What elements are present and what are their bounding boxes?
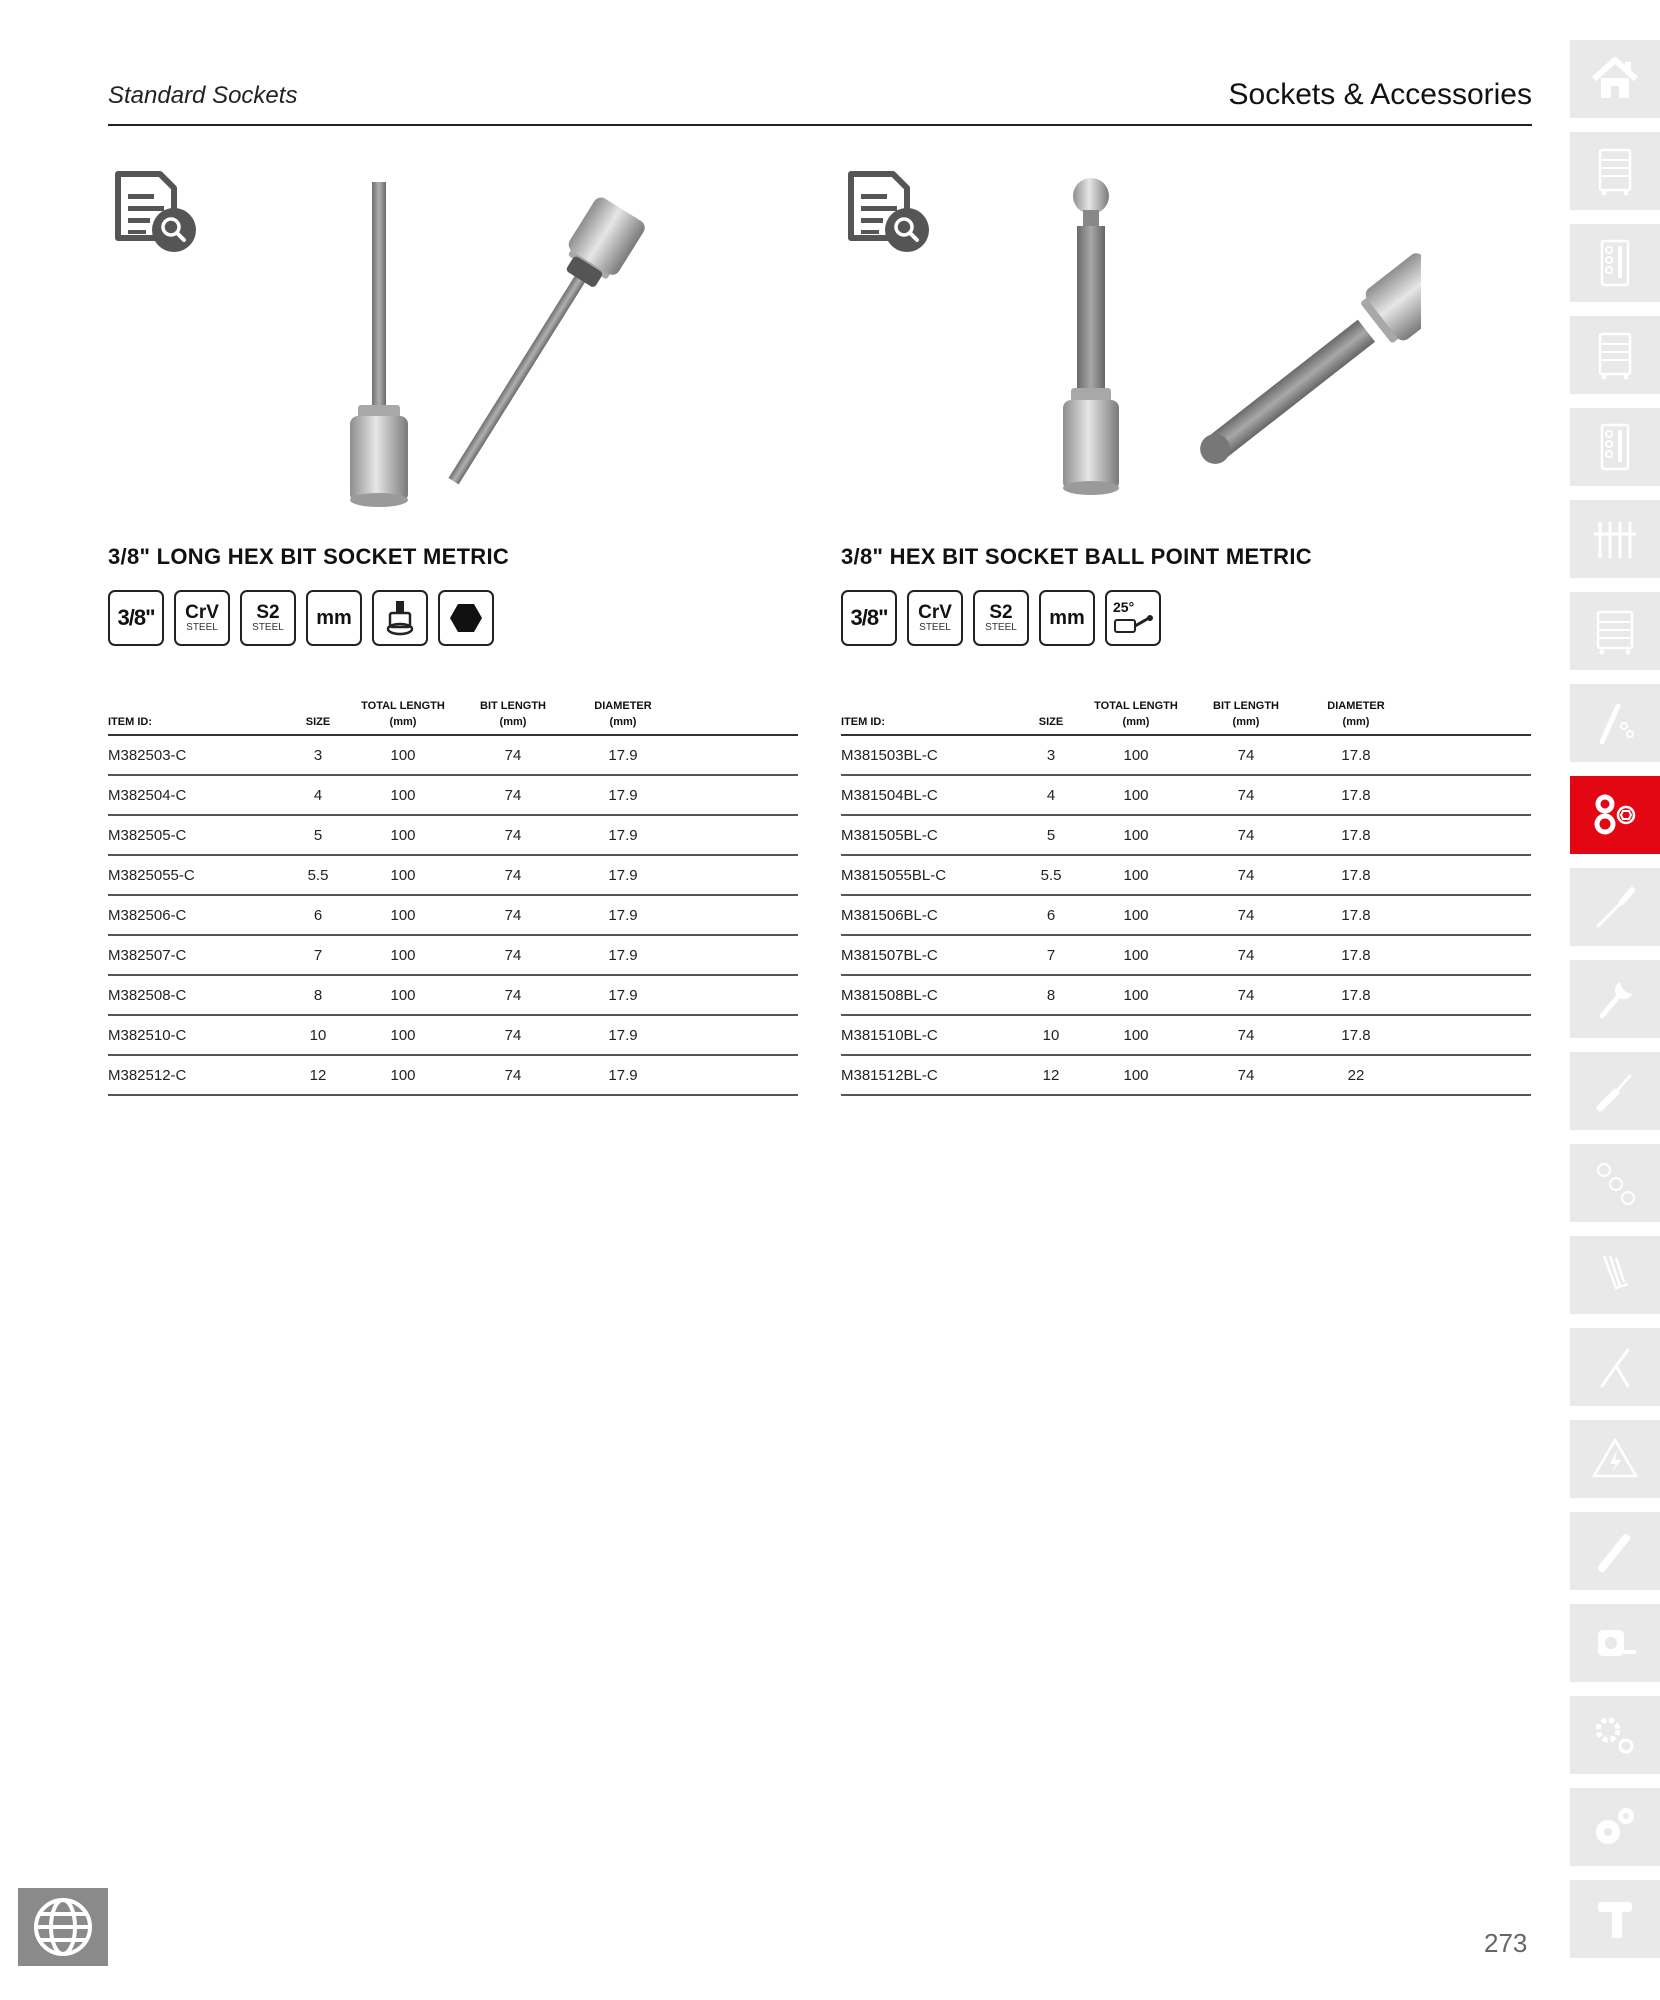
diameter-cell: 22	[1301, 1055, 1411, 1095]
table-row	[841, 895, 1531, 935]
table-row	[841, 775, 1531, 815]
spacer-cell	[1411, 1055, 1531, 1095]
item-id-cell: M382510-C	[108, 1015, 288, 1055]
nav-item-tool-tray[interactable]	[1570, 224, 1660, 302]
col-total-length: TOTAL LENGTH (mm)	[348, 692, 458, 735]
table-row	[841, 855, 1531, 895]
badge-sub-text: STEEL	[985, 621, 1017, 633]
ball-point-angle-badge	[1105, 590, 1161, 646]
table-row	[108, 1055, 798, 1095]
table-row	[108, 855, 798, 895]
total-length-cell: 100	[348, 775, 458, 815]
col-diameter: DIAMETER (mm)	[1301, 692, 1411, 735]
size-cell: 4	[1021, 775, 1081, 815]
col-diameter: DIAMETER (mm)	[568, 692, 678, 735]
spacer-cell	[678, 855, 798, 895]
website-button[interactable]	[18, 1888, 108, 1966]
diameter-cell: 17.9	[568, 935, 678, 975]
col-size: SIZE	[288, 692, 348, 735]
nav-item-wrench[interactable]	[1570, 960, 1660, 1038]
total-length-cell: 100	[1081, 975, 1191, 1015]
diameter-cell: 17.8	[1301, 1015, 1411, 1055]
item-id-cell: M381512BL-C	[841, 1055, 1021, 1095]
total-length-cell: 100	[348, 1015, 458, 1055]
total-length-cell: 100	[348, 735, 458, 775]
nav-item-sockets[interactable]	[1570, 776, 1660, 854]
spec-table	[108, 692, 798, 1096]
table-header-row	[108, 692, 798, 735]
size-cell: 12	[288, 1055, 348, 1095]
size-cell: 10	[288, 1015, 348, 1055]
bit-length-cell: 74	[458, 895, 568, 935]
metric-unit-badge	[306, 590, 362, 646]
bit-length-cell: 74	[1191, 775, 1301, 815]
nav-item-drill[interactable]	[1570, 1880, 1660, 1958]
badge-sub-text: STEEL	[252, 621, 284, 633]
table-row	[841, 815, 1531, 855]
item-id-cell: M381505BL-C	[841, 815, 1021, 855]
item-id-cell: M3815055BL-C	[841, 855, 1021, 895]
col-bit-length: BIT LENGTH (mm)	[458, 692, 568, 735]
table-row	[841, 1015, 1531, 1055]
nav-item-home[interactable]	[1570, 40, 1660, 118]
angle-text: 25°	[1113, 599, 1135, 615]
total-length-cell: 100	[348, 935, 458, 975]
bit-length-cell: 74	[458, 975, 568, 1015]
item-id-cell: M381508BL-C	[841, 975, 1021, 1015]
size-cell: 10	[1021, 1015, 1081, 1055]
table-row	[108, 1015, 798, 1055]
bit-length-cell: 74	[1191, 815, 1301, 855]
diameter-cell: 17.8	[1301, 735, 1411, 775]
nav-item-ratchet[interactable]	[1570, 684, 1660, 762]
diameter-cell: 17.9	[568, 775, 678, 815]
size-cell: 3	[1021, 735, 1081, 775]
pliers-icon	[1588, 1340, 1642, 1394]
nav-item-tool-tray[interactable]	[1570, 408, 1660, 486]
spacer-cell	[678, 1015, 798, 1055]
size-cell: 6	[288, 895, 348, 935]
ball-point-angle-icon	[1113, 614, 1153, 636]
hexagon-icon	[448, 600, 484, 636]
spacer-cell	[678, 975, 798, 1015]
size-cell: 5.5	[1021, 855, 1081, 895]
bit-length-cell: 74	[458, 935, 568, 975]
bit-socket-icon	[382, 598, 418, 638]
total-length-cell: 100	[1081, 775, 1191, 815]
item-id-cell: M382507-C	[108, 935, 288, 975]
bit-length-cell: 74	[1191, 735, 1301, 775]
page-header	[108, 72, 1532, 126]
spacer-cell	[678, 895, 798, 935]
tool-tray-icon	[1588, 420, 1642, 474]
badge-main-text: CrV	[918, 601, 952, 623]
diameter-cell: 17.9	[568, 1055, 678, 1095]
sockets-icon	[1588, 788, 1642, 842]
product-image	[1021, 160, 1421, 520]
bit-length-cell: 74	[458, 775, 568, 815]
item-id-cell: M382504-C	[108, 775, 288, 815]
total-length-cell: 100	[1081, 735, 1191, 775]
tape-measure-icon	[1588, 1616, 1642, 1670]
total-length-cell: 100	[348, 1055, 458, 1095]
item-id-cell: M381503BL-C	[841, 735, 1021, 775]
bit-length-cell: 74	[458, 1055, 568, 1095]
crv-steel-badge	[907, 590, 963, 646]
spacer-cell	[1411, 855, 1531, 895]
table-row	[108, 895, 798, 935]
badge-main-text: S2	[989, 601, 1013, 623]
diameter-cell: 17.9	[568, 895, 678, 935]
item-id-cell: M382505-C	[108, 815, 288, 855]
diameter-cell: 17.9	[568, 815, 678, 855]
size-cell: 3	[288, 735, 348, 775]
globe-icon	[30, 1894, 96, 1960]
table-row	[108, 935, 798, 975]
nav-item-screwdriver[interactable]	[1570, 1052, 1660, 1130]
total-length-cell: 100	[348, 975, 458, 1015]
screwdriver-icon	[1588, 1064, 1642, 1118]
section-title: Standard Sockets	[108, 82, 298, 109]
size-cell: 7	[1021, 935, 1081, 975]
hexagon-badge	[438, 590, 494, 646]
bit-length-cell: 74	[1191, 1055, 1301, 1095]
table-row	[108, 775, 798, 815]
bit-length-cell: 74	[458, 815, 568, 855]
spacer-cell	[678, 775, 798, 815]
badge-main-text: S2	[256, 601, 280, 623]
diameter-cell: 17.8	[1301, 775, 1411, 815]
item-id-cell: M381510BL-C	[841, 1015, 1021, 1055]
bit-length-cell: 74	[458, 1015, 568, 1055]
table-row	[841, 975, 1531, 1015]
hex-keys-icon	[1588, 1248, 1642, 1302]
product-title: 3/8" HEX BIT SOCKET BALL POINT METRIC	[841, 544, 1312, 569]
size-cell: 5.5	[288, 855, 348, 895]
bit-socket-badge	[372, 590, 428, 646]
document-search-icon[interactable]	[108, 166, 200, 258]
tool-set-icon	[1588, 512, 1642, 566]
badge-main-text: CrV	[185, 601, 219, 623]
total-length-cell: 100	[1081, 855, 1191, 895]
item-id-cell: M381504BL-C	[841, 775, 1021, 815]
total-length-cell: 100	[1081, 1055, 1191, 1095]
col-spacer	[678, 692, 798, 735]
home-icon	[1588, 52, 1642, 106]
size-cell: 5	[1021, 815, 1081, 855]
total-length-cell: 100	[348, 855, 458, 895]
item-id-cell: M381506BL-C	[841, 895, 1021, 935]
crv-steel-badge	[174, 590, 230, 646]
spacer-cell	[678, 1055, 798, 1095]
nav-item-tool-set[interactable]	[1570, 500, 1660, 578]
bit-length-cell: 74	[1191, 855, 1301, 895]
table-row	[841, 935, 1531, 975]
drive-size-badge	[841, 590, 897, 646]
badge-main-text: mm	[1049, 606, 1085, 629]
table-row	[108, 735, 798, 775]
nav-item-screwdriver[interactable]	[1570, 868, 1660, 946]
size-cell: 5	[288, 815, 348, 855]
spacer-cell	[678, 735, 798, 775]
product-title: 3/8" LONG HEX BIT SOCKET METRIC	[108, 544, 510, 569]
table-row	[108, 975, 798, 1015]
nav-item-cutter[interactable]	[1570, 1512, 1660, 1590]
badge-sub-text: STEEL	[919, 621, 951, 633]
item-id-cell: M382506-C	[108, 895, 288, 935]
feature-badges	[841, 590, 1171, 650]
feature-badges	[108, 590, 504, 650]
bit-length-cell: 74	[1191, 975, 1301, 1015]
wrench-icon	[1588, 972, 1642, 1026]
col-size: SIZE	[1021, 692, 1081, 735]
nav-item-bits[interactable]	[1570, 1144, 1660, 1222]
spacer-cell	[1411, 775, 1531, 815]
product-image	[288, 160, 688, 520]
diameter-cell: 17.9	[568, 975, 678, 1015]
total-length-cell: 100	[1081, 935, 1191, 975]
size-cell: 7	[288, 935, 348, 975]
spacer-cell	[1411, 815, 1531, 855]
nav-item-tape-measure[interactable]	[1570, 1604, 1660, 1682]
diameter-cell: 17.8	[1301, 855, 1411, 895]
diameter-cell: 17.9	[568, 735, 678, 775]
total-length-cell: 100	[1081, 1015, 1191, 1055]
gear-icon	[1588, 1708, 1642, 1762]
nav-item-hex-keys[interactable]	[1570, 1236, 1660, 1314]
total-length-cell: 100	[1081, 895, 1191, 935]
table-header-row	[841, 692, 1531, 735]
size-cell: 4	[288, 775, 348, 815]
screwdriver-icon	[1588, 880, 1642, 934]
nav-item-gears[interactable]	[1570, 1788, 1660, 1866]
total-length-cell: 100	[348, 895, 458, 935]
bit-length-cell: 74	[1191, 935, 1301, 975]
item-id-cell: M382508-C	[108, 975, 288, 1015]
total-length-cell: 100	[1081, 815, 1191, 855]
bits-icon	[1588, 1156, 1642, 1210]
drill-icon	[1588, 1892, 1642, 1946]
drive-size-badge	[108, 590, 164, 646]
category-title: Sockets & Accessories	[1228, 78, 1532, 111]
electrical-hazard-icon	[1588, 1432, 1642, 1486]
ratchet-icon	[1588, 696, 1642, 750]
diameter-cell: 17.9	[568, 855, 678, 895]
badge-main-text: mm	[316, 606, 352, 629]
tool-cabinet-icon	[1588, 328, 1642, 382]
spec-table	[841, 692, 1531, 1096]
size-cell: 6	[1021, 895, 1081, 935]
col-total-length: TOTAL LENGTH (mm)	[1081, 692, 1191, 735]
item-id-cell: M3825055-C	[108, 855, 288, 895]
diameter-cell: 17.9	[568, 1015, 678, 1055]
roller-cabinet-icon	[1588, 604, 1642, 658]
table-row	[108, 815, 798, 855]
drive-size-text: 3/8"	[117, 605, 155, 630]
size-cell: 8	[288, 975, 348, 1015]
document-search-icon[interactable]	[841, 166, 933, 258]
col-spacer	[1411, 692, 1531, 735]
diameter-cell: 17.8	[1301, 975, 1411, 1015]
cutter-knife-icon	[1588, 1524, 1642, 1578]
table-row	[841, 735, 1531, 775]
bit-length-cell: 74	[458, 855, 568, 895]
tool-tray-icon	[1588, 236, 1642, 290]
nav-item-tool-cabinet[interactable]	[1570, 316, 1660, 394]
size-cell: 8	[1021, 975, 1081, 1015]
nav-item-gear[interactable]	[1570, 1696, 1660, 1774]
col-bit-length: BIT LENGTH (mm)	[1191, 692, 1301, 735]
total-length-cell: 100	[348, 815, 458, 855]
spacer-cell	[1411, 935, 1531, 975]
col-item-id: ITEM ID:	[108, 692, 288, 735]
nav-item-pliers[interactable]	[1570, 1328, 1660, 1406]
item-id-cell: M382503-C	[108, 735, 288, 775]
spacer-cell	[678, 935, 798, 975]
page-number: 273	[1484, 1928, 1528, 1958]
bit-length-cell: 74	[458, 735, 568, 775]
product-ball-point-hex-bit-socket	[841, 160, 1531, 1100]
spacer-cell	[1411, 735, 1531, 775]
nav-item-roller-cabinet[interactable]	[1570, 592, 1660, 670]
s2-steel-badge	[973, 590, 1029, 646]
bit-length-cell: 74	[1191, 1015, 1301, 1055]
badge-sub-text: STEEL	[186, 621, 218, 633]
bit-length-cell: 74	[1191, 895, 1301, 935]
drive-size-text: 3/8"	[850, 605, 888, 630]
spacer-cell	[678, 815, 798, 855]
col-item-id: ITEM ID:	[841, 692, 1021, 735]
s2-steel-badge	[240, 590, 296, 646]
tool-cabinet-icon	[1588, 144, 1642, 198]
nav-item-electrical[interactable]	[1570, 1420, 1660, 1498]
diameter-cell: 17.8	[1301, 815, 1411, 855]
size-cell: 12	[1021, 1055, 1081, 1095]
gears-icon	[1588, 1800, 1642, 1854]
spacer-cell	[1411, 895, 1531, 935]
product-long-hex-bit-socket	[108, 160, 798, 1100]
item-id-cell: M382512-C	[108, 1055, 288, 1095]
diameter-cell: 17.8	[1301, 935, 1411, 975]
spacer-cell	[1411, 1015, 1531, 1055]
spacer-cell	[1411, 975, 1531, 1015]
nav-item-tool-cabinet[interactable]	[1570, 132, 1660, 210]
item-id-cell: M381507BL-C	[841, 935, 1021, 975]
metric-unit-badge	[1039, 590, 1095, 646]
table-row	[841, 1055, 1531, 1095]
diameter-cell: 17.8	[1301, 895, 1411, 935]
